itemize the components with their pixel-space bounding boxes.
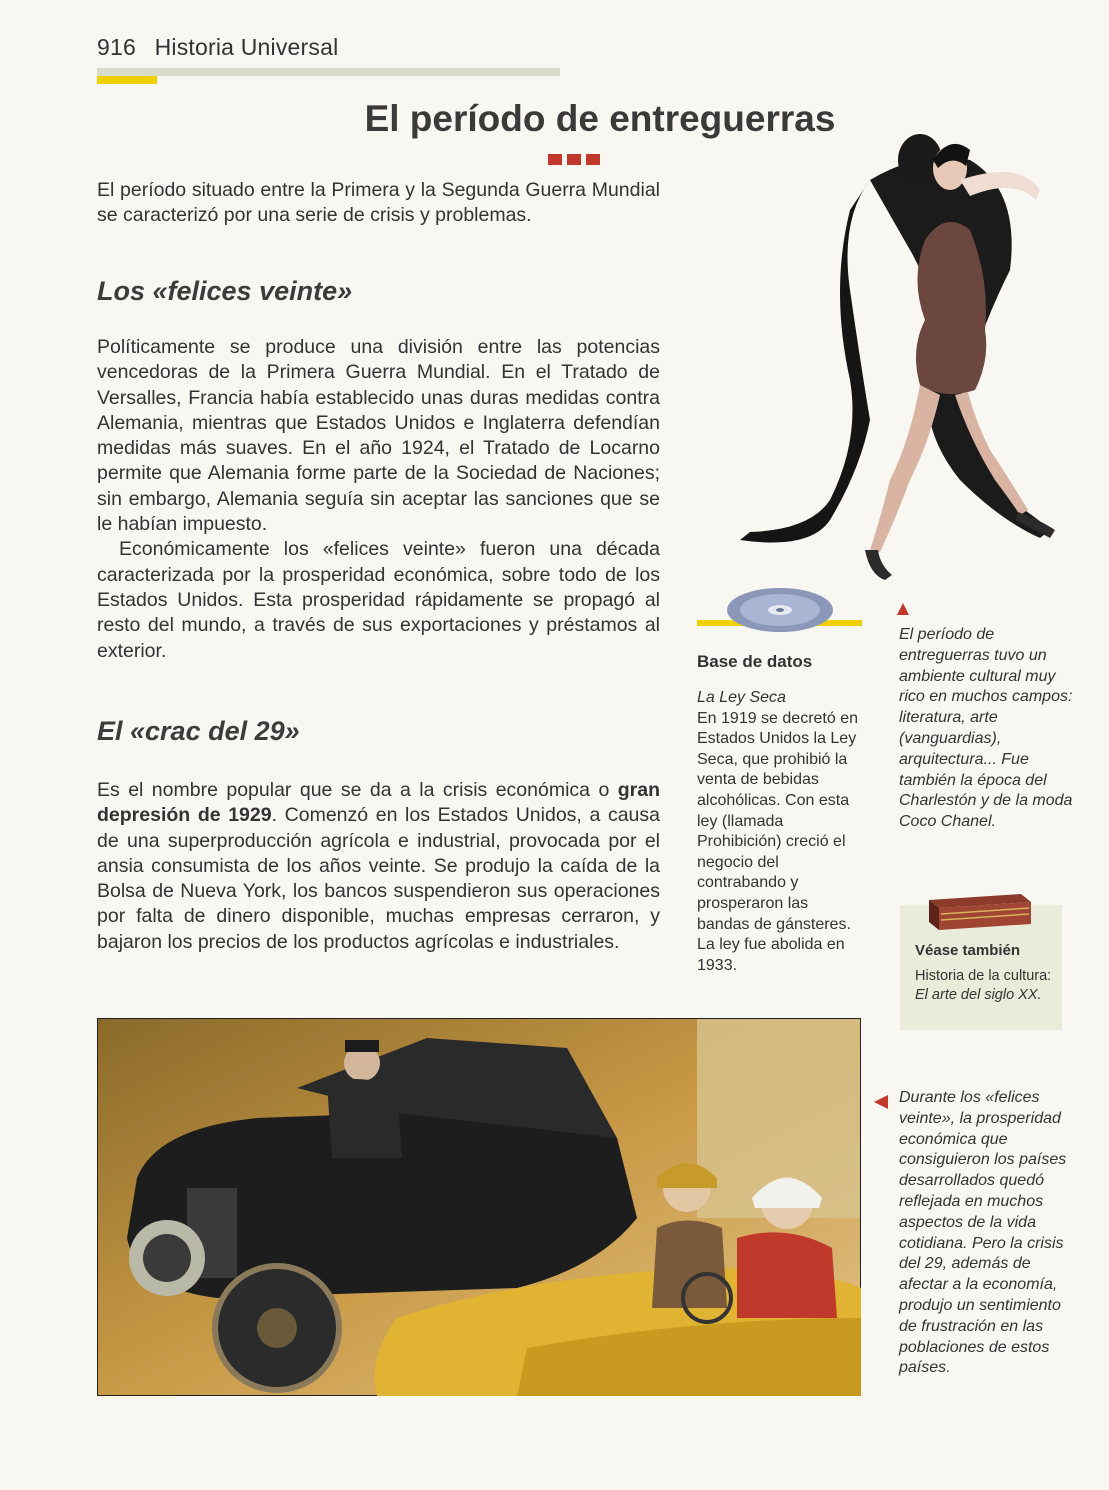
paragraph-crac: Es el nombre popular que se da a la crisis económica o gran depresión de 1929. Comenzó en los Estados Unidos, a causa de una superproducción agrícola e industrial, provocada por el ansia consumista de los años veinte. Se produjo la caída de la Bolsa de Nueva York, los bancos suspendieron sus operaciones por falta de dinero disponible, muchas empresas cerraron, y bajaron los precios de los productos agrícolas e industriales. — [97, 779, 660, 953]
term-gran-depresion: gran depresión de 1929 — [97, 779, 660, 827]
paragraph-politica: Políticamente se produce una división entre las potencias vencedoras de la Primera Guerra Mundial. En el Tratado de Versalles, Francia había establecido unas duras medidas contra Alemania, mientras que Estados Unidos e Inglaterra defendían medidas más suaves. En el año 1924, el Tratado de Locarno permite que Alemania forme parte de la Sociedad de Naciones; sin embargo, Alemania seguía sin aceptar las sanciones que se le habían impuesto. — [97, 336, 660, 536]
header-rule — [97, 68, 560, 76]
header-accent-bar — [97, 76, 157, 84]
section-heading-felices-veinte: Los «felices veinte» — [97, 276, 353, 306]
see-also-link[interactable]: El arte del siglo XX. — [915, 987, 1042, 1003]
database-heading: Base de datos — [697, 652, 813, 671]
see-also-body: Historia de la cultura: El arte del siglo XX. — [915, 968, 1052, 1003]
page-number: 916 — [97, 34, 136, 60]
database-subtitle: La Ley Seca — [697, 689, 786, 706]
page-title: El período de entreguerras — [364, 98, 836, 139]
book-icon — [925, 890, 1035, 934]
cd-icon — [725, 585, 835, 635]
paragraph-economia: Económicamente los «felices veinte» fueron una década caracterizada por la prosperidad económica, sobre todo de los Estados Unidos. Esta prosperidad rápidamente se propagó al resto del mundo, a través de sus exportaciones y préstamos al exterior. — [97, 538, 660, 662]
triangle-up-icon — [897, 603, 909, 615]
title-ornament — [548, 152, 605, 170]
crac-29-text — [97, 778, 660, 955]
triangle-left-icon — [874, 1095, 888, 1109]
felices-veinte-text — [97, 335, 660, 664]
section-heading-crac-29: El «crac del 29» — [97, 716, 300, 746]
database-body: En 1919 se decretó en Estados Unidos la Ley Seca, que prohibió la venta de bebidas alcohólicas. Con esta ley (llamada Prohibición) creció el negocio del contrabando y prosperaron las bandas de gánsteres. La ley fue abolida en 1933. — [697, 709, 859, 974]
car-caption: Durante los «felices veinte», la prosperidad económica que consiguieron los países desarrollados quedó reflejada en muchos aspectos de la vida cotidiana. Pero la crisis del 29, además de afectar a la economía, produjo un sentimiento de frustración en las poblaciones de estos países. — [899, 1089, 1067, 1377]
section-name: Historia Universal — [154, 34, 339, 60]
see-also-heading: Véase también — [915, 942, 1021, 959]
running-header — [97, 34, 338, 61]
dancers-illustration — [720, 120, 1100, 600]
dancers-caption: El período de entreguerras tuvo un ambiente cultural muy rico en muchos campos: literatura, arte (vanguardias), arquitectura... Fue también la época del Charlestón y de la moda Coco Chanel. — [899, 626, 1073, 831]
intro-paragraph: El período situado entre la Primera y la Segunda Guerra Mundial se caracterizó por una serie de crisis y problemas. — [97, 179, 660, 227]
database-box — [697, 688, 862, 976]
vintage-car-illustration — [97, 1018, 861, 1396]
